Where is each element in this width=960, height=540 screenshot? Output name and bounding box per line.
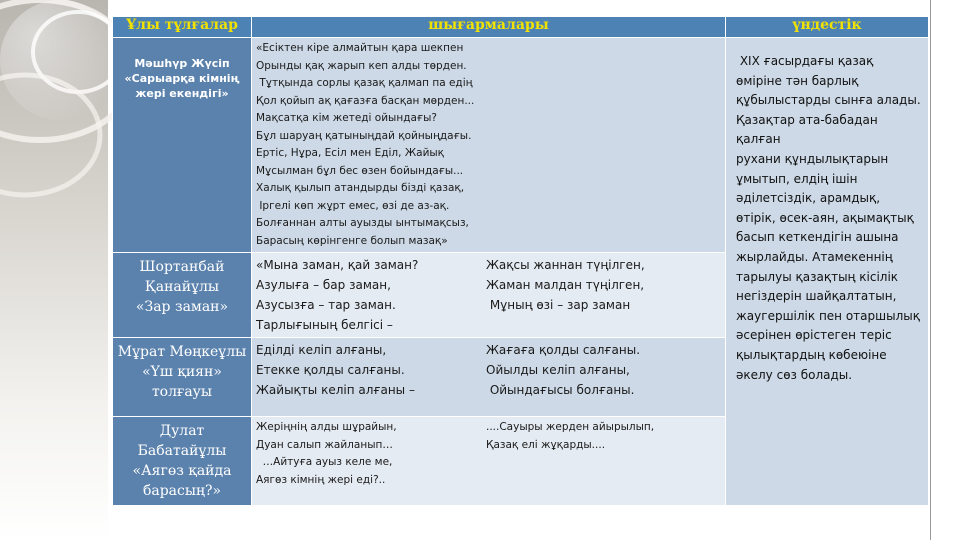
poem-cell bbox=[252, 38, 726, 253]
header-works: шығармалары bbox=[252, 17, 726, 38]
table-row bbox=[113, 38, 929, 253]
author-cell bbox=[113, 38, 252, 253]
poem-text: Еділді келіп алғаны, Етекке қолды салғаны. Жайықты келіп алғаны – Жағаға қолды салғаны. Ойылды келіп алғаны, Ойындағысы болғаны. bbox=[256, 343, 641, 397]
author-name: Бабатайұлы bbox=[137, 443, 227, 459]
work-title: «Үш қиян» bbox=[142, 364, 222, 380]
author-cell bbox=[113, 253, 252, 338]
poem-cell bbox=[252, 417, 726, 506]
poem-text: «Мына заман, қай заман? Азулыға – бар заман, Азусызға – тар заман. Тарлығының белгісі – Жақсы жаннан түңілген, Жаман малдан түңілген, Мұның өзі – зар заман bbox=[256, 258, 645, 332]
author-cell bbox=[113, 417, 252, 506]
author-name: Мәшһүр Жүсіп bbox=[134, 57, 230, 70]
work-title: «Аягөз қайда bbox=[132, 463, 232, 479]
work-title: «Сарыарқа кімнің bbox=[124, 72, 240, 85]
author-name: Шортанбай bbox=[139, 259, 225, 275]
author-cell bbox=[113, 338, 252, 417]
poem-cell bbox=[252, 338, 726, 417]
poets-table bbox=[112, 16, 929, 506]
right-divider-line bbox=[930, 0, 931, 540]
poem-text: «Есіктен кіре алмайтын қара шекпен Орынды қақ жарып кеп алды төрден. Тұтқында сорлы қазақ қалмап па едің Қол қойып ақ қағазға басқан мөрден... Мақсатқа кім жетеді ойындағы? Бұл шаруаң қатыныңдай қойныңдағы. Ертіс, Нұра, Есіл мен Еділ, Жайық Мұсылман бұл бес өзен бойындағы... Халық қылып атандырды біздi қазақ, Іргелі көп жұрт емес, өзі де аз-ақ. Болғаннан алты ауызды ынтымақсыз, Барасың көрінгенге болып мазақ» bbox=[256, 42, 475, 247]
summary-cell: ХІХ ғасырдағы қазақ өміріне тән барлық құбылыстарды сынға алады. Қазақтар ата-бабадан қалған рухани құндылықтарын ұмытып, елдің ішін әділетсіздік, арамдық, өтірік, өсек-аян, ақымақтық басып кеткендігін ашына жырлайды. Атамекеннің тарылуы қазақтың кісілік негіздерін шайқалтатын, жаугершілік пен отаршылық әсерінен өрістеген теріс қылықтардың көбеюіне әкелу сөз болады. bbox=[726, 38, 929, 506]
work-title: жері екендігі» bbox=[135, 87, 229, 100]
poem-cell bbox=[252, 253, 726, 338]
author-name: Мұрат Мөңкеұлы bbox=[117, 344, 247, 360]
author-name: Қанайұлы bbox=[144, 279, 220, 295]
work-title: «Зар заман» bbox=[135, 299, 229, 315]
poem-text: Жерiңнiң алды шұрайын, Дуан салып жайланып… …Айтуға ауыз келе ме, Аягөз кімнің жері еді?.. ....Сауыры жерден айырылып, Қазақ елі жұқарды.... bbox=[256, 421, 655, 486]
header-harmony: үндестік bbox=[726, 17, 929, 38]
header-row bbox=[113, 17, 929, 38]
work-title: толғауы bbox=[151, 384, 213, 400]
author-name: Дулат bbox=[159, 423, 205, 439]
header-figures: Ұлы тұлғалар bbox=[113, 17, 252, 38]
work-title: барасың?» bbox=[142, 483, 222, 499]
